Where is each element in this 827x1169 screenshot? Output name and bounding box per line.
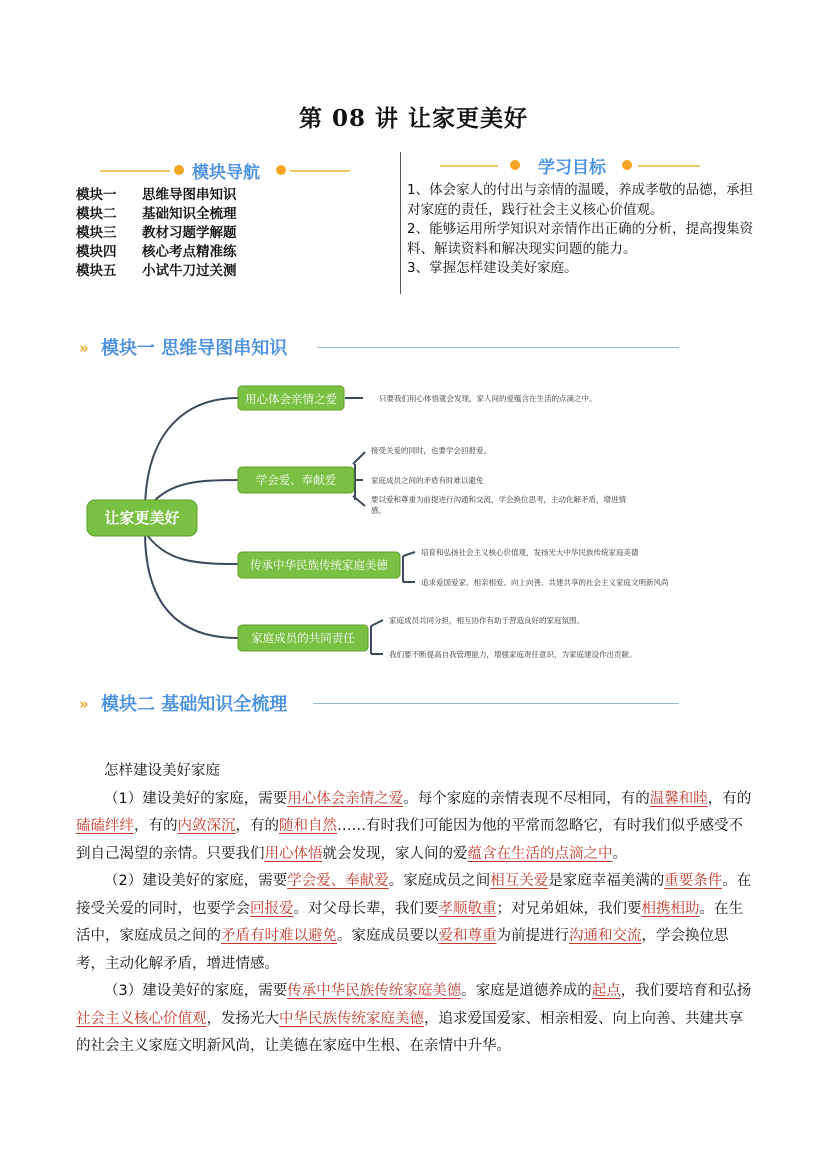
key-phrase: 内敛深沉 xyxy=(177,818,236,834)
text-run: （2）建设美好的家庭，需要 xyxy=(104,873,288,889)
text-run: 。在接受关爱的同时，也要学会 xyxy=(76,873,752,917)
key-phrase: 相互关爱 xyxy=(490,873,549,889)
nav-banner xyxy=(100,158,350,184)
mind-leaf: 家庭成员共同分担，相互协作有助于营造良好的家庭氛围。 xyxy=(389,616,584,625)
column-divider xyxy=(400,152,401,294)
mind-branch xyxy=(238,386,344,410)
key-phrase: 孝顺敬重 xyxy=(438,900,497,917)
mind-leaf: 只要我们用心体悟就会发现，家人间的爱蕴含在生活的点滴之中。 xyxy=(379,394,597,403)
svg-text:家庭成员的共同责任: 家庭成员的共同责任 xyxy=(251,631,355,645)
goal-item: 1、体会家人的付出与亲情的温暖，养成孝敬的品德，承担对家庭的责任，践行社会主义核心价值观。 xyxy=(407,182,754,218)
section2-header xyxy=(79,690,599,718)
nav-item[interactable]: 模块五 小试牛刀过关测 xyxy=(76,263,237,279)
key-phrase: 温馨和睦 xyxy=(649,790,708,807)
module-nav-list xyxy=(76,186,237,281)
mind-root-label: 让家更美好 xyxy=(104,509,180,527)
nav-item[interactable]: 模块二 基础知识全梳理 xyxy=(76,206,237,222)
nav-item[interactable]: 模块一 思维导图串知识 xyxy=(76,187,237,203)
mind-branch xyxy=(238,467,354,493)
key-phrase: 爱和尊重 xyxy=(438,928,497,944)
text-run: 。在生活中，家庭成员之间的 xyxy=(76,900,743,944)
mind-leaf: 要以爱和尊重为前提进行沟通和交流，学会换位思考，主动化解矛盾，增进情 xyxy=(371,495,626,504)
double-chevron-icon: » xyxy=(79,695,85,713)
mind-leaf: 追求爱国爱家、相亲相爱、向上向善、共建共享的社会主义家庭文明新风尚 xyxy=(421,578,669,587)
text-run: ，有的 xyxy=(707,790,752,807)
key-phrase: 回报爱 xyxy=(250,900,294,917)
text-run: 。 xyxy=(612,845,627,862)
section1-title: 模块一 思维导图串知识 xyxy=(101,338,288,359)
key-phrase: 矛盾有时难以避免 xyxy=(221,928,337,944)
key-phrase: 起点 xyxy=(591,983,621,999)
key-phrase: 相携相助 xyxy=(641,900,700,917)
text-run: ……有时我们可能因为他的平常而忽略它，有时我们似乎感受不到自己渴望的亲情。只要我们 xyxy=(76,818,743,862)
mind-leaf: 家庭成员之间的矛盾有时难以避免 xyxy=(371,476,484,485)
key-phrase: 社会主义核心价值观 xyxy=(76,1010,207,1027)
body-paragraph xyxy=(76,978,752,1061)
body-text xyxy=(76,758,752,1061)
text-run: 为前提进行 xyxy=(496,928,569,944)
text-run: ，有的 xyxy=(134,818,178,834)
nav-item[interactable]: 模块三 教材习题学解题 xyxy=(76,225,237,241)
mind-branch xyxy=(238,552,400,578)
section1-header xyxy=(79,334,599,362)
key-phrase: 学会爱、奉献爱 xyxy=(287,873,389,889)
text-run: （3）建设美好的家庭，需要 xyxy=(104,983,288,999)
goals-heading: 学习目标 xyxy=(538,158,606,178)
key-phrase: 磕磕绊绊 xyxy=(76,818,134,834)
text-run: 。家庭是道德养成的 xyxy=(461,983,592,999)
dot-icon xyxy=(276,165,286,175)
learning-goals xyxy=(407,181,757,279)
key-phrase: 用心体会亲情之爱 xyxy=(287,790,404,807)
text-run: ；对兄弟姐妹，我们要 xyxy=(496,900,642,917)
text-run: 就会发现，家人间的爱 xyxy=(322,845,468,862)
key-phrase: 沟通和交流 xyxy=(569,928,642,944)
text-run: 。对父母长辈，我们要 xyxy=(293,900,439,917)
mind-root xyxy=(87,500,197,536)
nav-heading: 模块导航 xyxy=(192,163,260,183)
goal-item: 3、掌握怎样建设美好家庭。 xyxy=(407,260,578,276)
key-phrase: 蕴含在生活的点滴之中 xyxy=(467,845,613,862)
text-run: ，追求爱国爱家、相亲相爱、向上向善、共建共享的社会主义家庭文明新风尚，让美德在家庭中生根、在亲情中升华。 xyxy=(76,1010,743,1054)
mind-leaf: 接受关爱的同时，也要学会回报爱。 xyxy=(371,446,491,455)
mind-map xyxy=(85,372,705,672)
text-run: 。家庭成员之间 xyxy=(388,873,491,889)
section2-title: 模块二 基础知识全梳理 xyxy=(101,694,288,715)
dot-icon xyxy=(622,160,632,170)
mind-branch xyxy=(238,625,368,651)
svg-text:用心体会亲情之爱: 用心体会亲情之爱 xyxy=(245,392,337,406)
key-phrase: 中华民族传统家庭美德 xyxy=(279,1010,424,1027)
mind-leaf: 感。 xyxy=(371,506,386,515)
text-run: ，有的 xyxy=(235,818,279,834)
key-phrase: 传承中华民族传统家庭美德 xyxy=(287,983,462,999)
key-phrase: 重要条件 xyxy=(664,873,723,889)
dot-icon xyxy=(174,165,184,175)
svg-text:学会爱、奉献爱: 学会爱、奉献爱 xyxy=(255,473,337,487)
body-heading: 怎样建设美好家庭 xyxy=(104,763,220,779)
svg-text:传承中华民族传统家庭美德: 传承中华民族传统家庭美德 xyxy=(250,558,388,572)
body-paragraph xyxy=(76,786,752,869)
page-title: 第 08 讲 让家更美好 xyxy=(298,105,529,132)
nav-item[interactable]: 模块四 核心考点精准练 xyxy=(76,244,237,260)
key-phrase: 随和自然 xyxy=(279,818,337,834)
text-run: ，发扬光大 xyxy=(206,1010,279,1027)
text-run: ，我们要培育和弘扬 xyxy=(620,983,752,999)
body-paragraph xyxy=(76,868,752,978)
mind-leaf: 我们要不断提高自我管理能力，增强家庭责任意识，为家庭建设作出贡献。 xyxy=(389,650,637,659)
goal-item: 2、能够运用所学知识对亲情作出正确的分析，提高搜集资料、解读资料和解决现实问题的能力。 xyxy=(407,221,754,257)
text-run: （1）建设美好的家庭，需要 xyxy=(104,790,288,807)
text-run: 。每个家庭的亲情表现不尽相同，有的 xyxy=(403,790,650,807)
dot-icon xyxy=(510,160,520,170)
double-chevron-icon: » xyxy=(79,339,85,357)
key-phrase: 用心体悟 xyxy=(264,845,323,862)
text-run: 是家庭幸福美满的 xyxy=(548,873,665,889)
goals-banner xyxy=(440,153,700,179)
text-run: 。家庭成员要以 xyxy=(337,928,439,944)
text-run: ，学会换位思考，主动化解矛盾，增进情感。 xyxy=(76,928,729,972)
mind-leaf: 培育和弘扬社会主义核心价值观，发扬光大中华民族传统家庭美德 xyxy=(421,548,639,557)
